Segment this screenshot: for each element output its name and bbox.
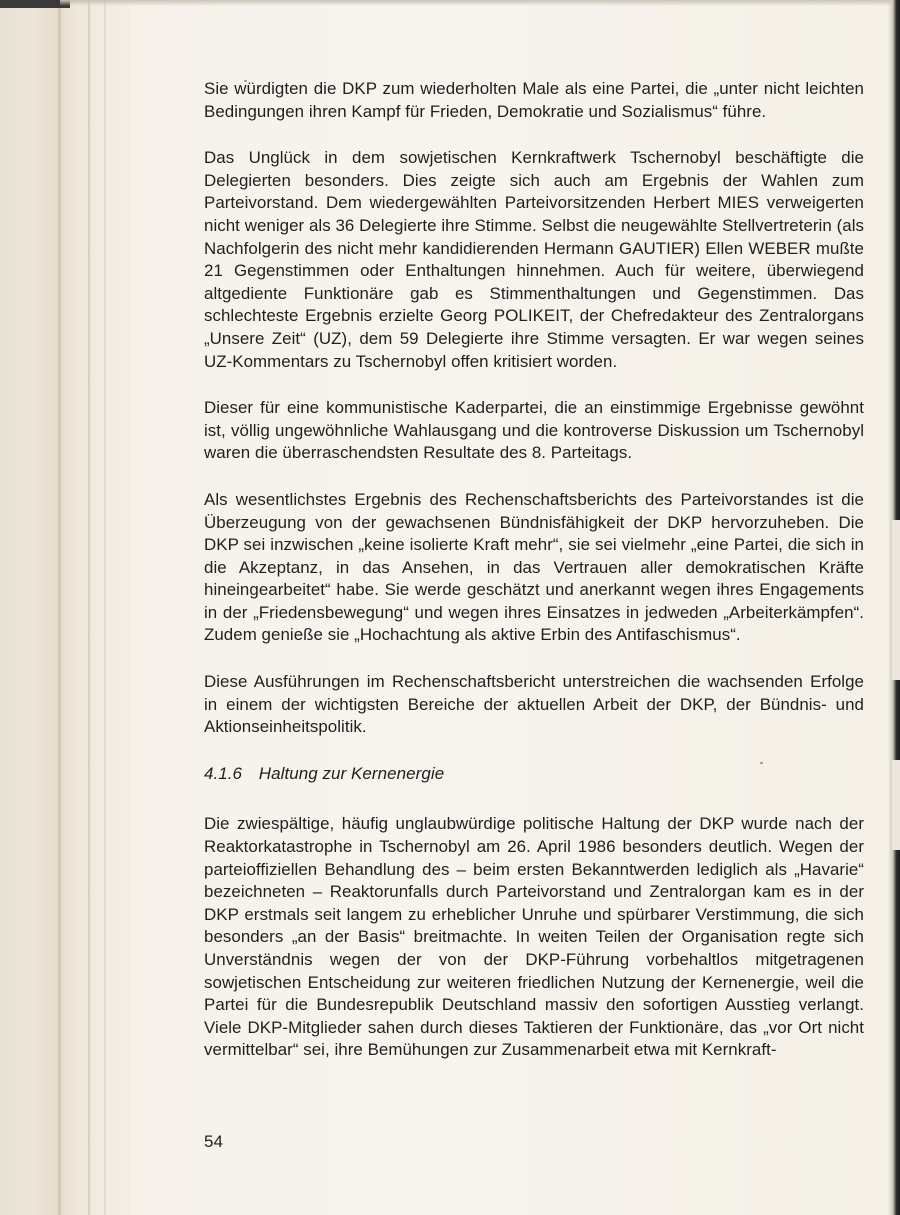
paragraph: Dieser für eine kommunistische Kaderpartei, die an einstimmige Ergebnisse gewöhnt ist, völlig ungewöhnliche Wahlausgang und die kontroverse Diskussion um Tschernobyl waren die überraschendsten Resultate des 8. Parteitags. — [204, 398, 864, 463]
page-number: 54 — [204, 1132, 223, 1151]
binding-gutter — [0, 0, 130, 1215]
page-body — [204, 78, 864, 1086]
scan-edge-gap — [892, 520, 900, 680]
paragraph: Diese Ausführungen im Rechenschaftsbericht unterstreichen die wachsenden Erfolge in einem der wichtigsten Bereiche der aktuellen Arbeit der DKP, der Bündnis- und Aktionseinheitspolitik. — [204, 672, 864, 737]
section-title: Haltung zur Kernenergie — [258, 763, 445, 783]
paragraph: Sie würdigten die DKP zum wiederholten Male als eine Partei, die „unter nicht leichten Bedingungen ihren Kampf für Frieden, Demokratie und Sozialismus“ führe. — [204, 79, 864, 121]
paragraph: Das Unglück in dem sowjetischen Kernkraftwerk Tschernobyl beschäftigte die Delegierten besonders. Dies zeigte sich auch am Ergebnis der Wahlen zum Parteivorstand. Dem wiedergewählten Parteivorsitzenden Herbert MIES verweigerten nicht weniger als 36 Delegierte ihre Stimme. Selbst die neugewählte Stellvertreterin (als Nachfolgerin des nicht mehr kandidierenden Hermann GAUTIER) Ellen WEBER mußte 21 Gegenstimmen oder Enthaltungen hinnehmen. Auch für weitere, überwiegend altgediente Funktionäre gab es Stimmenthaltungen und Gegenstimmen. Das schlechteste Ergebnis erzielte Georg POLIKEIT, der Chefredakteur des Zentralorgans „Unsere Zeit“ (UZ), dem 59 Delegierte ihre Stimme versagten. Er war wegen seines UZ-Kommentars zu Tschernobyl offen kritisiert worden. — [204, 148, 864, 371]
scan-top-shadow — [60, 0, 900, 6]
section-number: 4.1.6 — [204, 763, 243, 783]
gutter-line — [88, 0, 90, 1215]
gutter-line — [104, 0, 106, 1215]
scan-edge-gap — [892, 760, 900, 850]
gutter-line — [58, 0, 61, 1215]
paragraph: Die zwiespältige, häufig unglaubwürdige politische Haltung der DKP wurde nach der Reaktorkatastrophe in Tschernobyl am 26. April 1986 besonders deutlich. Wegen der parteioffiziellen Behandlung des – beim ersten Bekanntwerden lediglich als „Havarie“ bezeichneten – Reaktorunfalls durch Parteivorstand und Zentralorgan kam es in der DKP erstmals seit langem zu erheblicher Unruhe und spürbarer Verstimmung, die sich besonders „an der Basis“ breitmachte. In weiten Teilen der Organisation regte sich Unverständnis wegen der von der DKP-Führung vorbehaltlos mitgetragenen sowjetischen Entscheidung zur weiteren friedlichen Nutzung der Kernenergie, weil die Partei für die Bundesrepublik Deutschland massiv den sofortigen Ausstieg verlangt. Viele DKP-Mitglieder sahen durch dieses Taktieren der Funktionäre, das „vor Ort nicht vermittelbar“ sei, ihre Bemühungen zur Zusammenarbeit etwa mit Kernkraft- — [204, 814, 864, 1060]
paragraph: Als wesentlichstes Ergebnis des Rechenschaftsberichts des Parteivorstandes ist die Überzeugung von der gewachsenen Bündnisfähigkeit der DKP hervorzuheben. Die DKP sei inzwischen „keine isolierte Kraft mehr“, sie sei vielmehr „eine Partei, die sich in die Akzeptanz, in das Ansehen, in das Vertrauen aller demokratischen Kräfte hineingearbeitet“ habe. Sie werde geschätzt und anerkannt wegen ihres Engagements in der „Friedensbewegung“ und wegen ihres Einsatzes in jedweden „Arbeiterkämpfen“. Zudem genieße sie „Hochachtung als aktive Erbin des Antifaschismus“. — [204, 489, 864, 645]
section-heading — [204, 763, 864, 786]
